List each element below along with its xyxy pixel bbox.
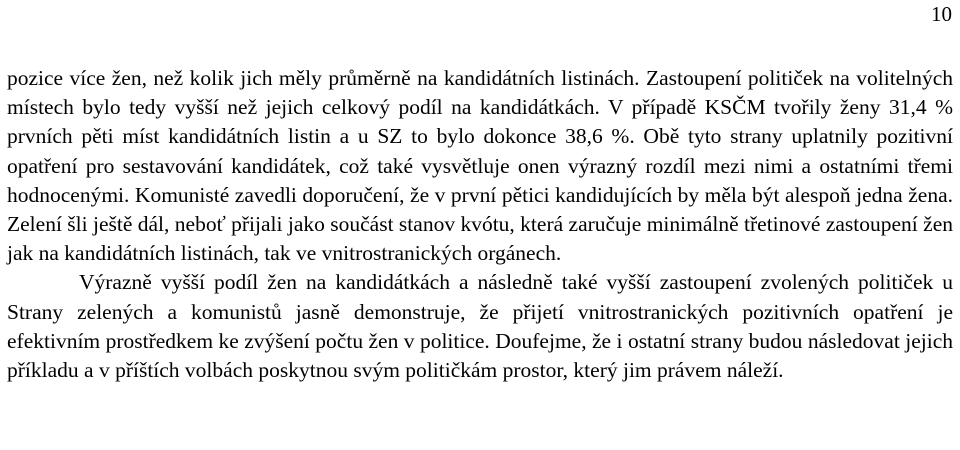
paragraph: Výrazně vyšší podíl žen na kandidátkách a následně také vyšší zastoupení zvolených političek u Strany zelených a komunistů jasně demonstruje, že přijetí vnitrostranických pozitivních opatření je efektivním prostředkem ke zvýšení počtu žen v politice. Doufejme, že i ostatní strany budou následovat jejich příkladu a v příštích volbách poskytnou svým političkám prostor, který jim právem náleží. (7, 270, 953, 383)
page-number: 10 (931, 2, 952, 26)
document-body (7, 64, 953, 385)
paragraph: pozice více žen, než kolik jich měly průměrně na kandidátních listinách. Zastoupení političek na volitelných místech bylo tedy vyšší než jejich celkový podíl na kandidátkách. V případě KSČM tvořily ženy 31,4 % prvních pěti míst kandidátních listin a u SZ to bylo dokonce 38,6 %. Obě tyto strany uplatnily pozitivní opatření pro sestavování kandidátek, což také vysvětluje onen výrazný rozdíl mezi nimi a ostatními třemi hodnocenými. Komunisté zavedli doporučení, že v první pětici kandidujících by měla být alespoň jedna žena. Zelení šli ještě dál, neboť přijali jako součást stanov kvótu, která zaručuje minimálně třetinové zastoupení žen jak na kandidátních listinách, tak ve vnitrostranických orgánech. (7, 66, 953, 266)
